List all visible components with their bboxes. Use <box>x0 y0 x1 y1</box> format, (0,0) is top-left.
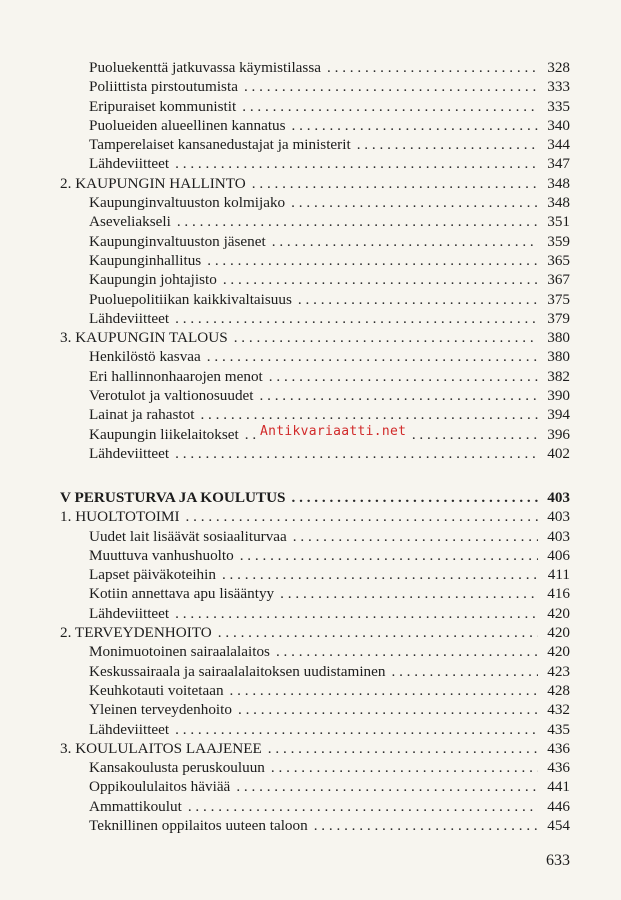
toc-entry-title: Eri hallinnonhaarojen menot <box>89 367 263 385</box>
toc-entry-title: Aseveliakseli <box>89 213 171 231</box>
toc-entry-title: Oppikoululaitos häviää <box>89 778 231 796</box>
toc-entry-page: 420 <box>547 624 570 642</box>
toc-entry-title: Kaupunginhallitus <box>89 251 202 269</box>
toc-chapter-entry <box>60 623 570 642</box>
toc-entry-page: 403 <box>547 489 570 506</box>
leader-dots <box>175 444 538 463</box>
toc-entry <box>60 97 570 116</box>
watermark-text: Antikvariaatti.net <box>260 424 407 439</box>
leader-dots <box>175 309 538 328</box>
toc-entry-title: Lapset päiväkoteihin <box>89 566 216 584</box>
toc-chapter-entry <box>60 328 570 347</box>
toc-entry-title: Eripuraiset kommunistit <box>89 97 237 115</box>
toc-entry <box>60 565 570 584</box>
toc-entry-page: 348 <box>547 194 570 212</box>
toc-entry <box>60 527 570 546</box>
toc-entry-page: 367 <box>547 271 570 289</box>
toc-entry-title: 2. TERVEYDENHOITO <box>60 624 212 642</box>
leader-dots <box>236 777 538 796</box>
toc-entry <box>60 367 570 386</box>
toc-entry-title: Kaupungin liikelaitokset <box>89 425 239 443</box>
leader-dots <box>291 193 538 212</box>
toc-entry <box>60 77 570 96</box>
page-number: 633 <box>546 852 570 869</box>
toc-entry <box>60 135 570 154</box>
toc-entry-title: Lähdeviitteet <box>89 444 170 462</box>
toc-entry <box>60 309 570 328</box>
leader-dots <box>272 232 538 251</box>
leader-dots <box>244 77 538 96</box>
leader-dots <box>188 797 538 816</box>
toc-entry-page: 420 <box>547 604 570 622</box>
toc-entry-page: 416 <box>547 585 570 603</box>
toc-entry-title: Kaupungin johtajisto <box>89 271 217 289</box>
toc-entry-page: 428 <box>547 681 570 699</box>
toc-entry-page: 390 <box>547 387 570 405</box>
toc-entry <box>60 193 570 212</box>
toc-entry-page: 446 <box>547 797 570 815</box>
leader-dots <box>230 681 538 700</box>
leader-dots <box>186 507 538 526</box>
toc-entry-title: Lainat ja rahastot <box>89 406 195 424</box>
toc-entry <box>60 584 570 603</box>
toc-entry <box>60 642 570 661</box>
toc-entry-page: 382 <box>547 367 570 385</box>
leader-dots <box>314 816 538 835</box>
toc-entry-title: Teknillinen oppilaitos uuteen taloon <box>89 817 308 835</box>
toc-entry-title: Keuhkotauti voitetaan <box>89 681 224 699</box>
leader-dots <box>177 212 538 231</box>
toc-entry-title: Kaupunginvaltuuston kolmijako <box>89 194 286 212</box>
toc-entry-title: Ammattikoulut <box>89 797 182 815</box>
toc-entry-page: 436 <box>547 739 570 757</box>
leader-dots <box>357 135 538 154</box>
toc-entry-title: Puoluekenttä jatkuvassa käymistilassa <box>89 59 321 76</box>
toc-entry-title: Uudet lait lisäävät sosiaaliturvaa <box>89 527 287 545</box>
toc-entry-title: Kansakoulusta peruskouluun <box>89 759 265 777</box>
toc-entry-page: 328 <box>547 59 570 76</box>
leader-dots <box>268 739 538 758</box>
toc-entry-page: 396 <box>547 425 570 443</box>
toc-entry <box>60 758 570 777</box>
toc-entry-page: 359 <box>547 232 570 250</box>
toc-entry-title: Lähdeviitteet <box>89 309 170 327</box>
toc-part-heading <box>60 488 570 507</box>
leader-dots <box>240 546 538 565</box>
leader-dots <box>175 154 538 173</box>
toc-entry-page: 379 <box>547 309 570 327</box>
leader-dots <box>292 116 538 135</box>
toc-entry <box>60 386 570 405</box>
toc-entry <box>60 700 570 719</box>
toc-entry-page: 380 <box>547 329 570 347</box>
toc-entry <box>60 720 570 739</box>
toc-entry-title: 3. KAUPUNGIN TALOUS <box>60 329 228 347</box>
leader-dots <box>269 367 538 386</box>
toc-entry-title: 3. KOULULAITOS LAAJENEE <box>60 739 262 757</box>
toc-entry-title: Verotulot ja valtionosuudet <box>89 387 254 405</box>
toc-entry-title: Lähdeviitteet <box>89 720 170 738</box>
leader-dots <box>292 488 538 507</box>
toc-entry-title: V PERUSTURVA JA KOULUTUS <box>60 489 286 506</box>
toc-entry-page: 403 <box>547 527 570 545</box>
leader-dots <box>175 720 538 739</box>
toc-entry-page: 435 <box>547 720 570 738</box>
leader-dots <box>222 565 538 584</box>
toc-entry-title: Keskussairaala ja sairaalalaitoksen uudistaminen <box>89 662 386 680</box>
toc-entry-page: 375 <box>547 290 570 308</box>
toc-entry-title: 1. HUOLTOTOIMI <box>60 508 180 526</box>
leader-dots <box>200 405 538 424</box>
toc-entry-title: Kotiin annettava apu lisääntyy <box>89 585 275 603</box>
toc-entry <box>60 777 570 796</box>
leader-dots <box>293 527 538 546</box>
toc-section-1 <box>60 58 570 463</box>
toc-entry <box>60 232 570 251</box>
toc-entry-page: 394 <box>547 406 570 424</box>
toc-entry-title: Puoluepolitiikan kaikkivaltaisuus <box>89 290 292 308</box>
toc-entry-page: 402 <box>547 444 570 462</box>
toc-entry <box>60 662 570 681</box>
toc-entry-page: 403 <box>547 508 570 526</box>
toc-entry <box>60 347 570 366</box>
leader-dots <box>391 662 538 681</box>
toc-entry-page: 340 <box>547 116 570 134</box>
toc-entry-page: 454 <box>547 817 570 835</box>
toc-entry <box>60 797 570 816</box>
toc-entry <box>60 212 570 231</box>
leader-dots <box>207 251 538 270</box>
toc-entry-page: 441 <box>547 778 570 796</box>
toc-entry <box>60 816 570 835</box>
leader-dots <box>260 386 538 405</box>
leader-dots <box>252 174 538 193</box>
toc-entry-title: Lähdeviitteet <box>89 604 170 622</box>
leader-dots <box>218 623 538 642</box>
toc-entry <box>60 251 570 270</box>
toc-entry-page: 335 <box>547 97 570 115</box>
toc-entry <box>60 116 570 135</box>
toc-entry-page: 348 <box>547 174 570 192</box>
toc-entry <box>60 444 570 463</box>
toc-entry <box>60 290 570 309</box>
toc-section-2 <box>60 488 570 835</box>
leader-dots <box>242 97 538 116</box>
toc-entry-title: 2. KAUPUNGIN HALLINTO <box>60 174 246 192</box>
leader-dots <box>280 584 538 603</box>
toc-entry <box>60 681 570 700</box>
leader-dots <box>327 58 538 77</box>
toc-entry-page: 436 <box>547 759 570 777</box>
toc-entry-page: 333 <box>547 78 570 96</box>
leader-dots <box>238 700 538 719</box>
toc-entry-title: Yleinen terveydenhoito <box>89 701 232 719</box>
toc-entry-title: Monimuotoinen sairaalalaitos <box>89 643 270 661</box>
leader-dots <box>223 270 538 289</box>
toc-entry-title: Tamperelaiset kansanedustajat ja ministerit <box>89 136 351 154</box>
toc-chapter-entry <box>60 507 570 526</box>
toc-entry-page: 365 <box>547 251 570 269</box>
toc-entry <box>60 58 570 77</box>
toc-entry-title: Muuttuva vanhushuolto <box>89 546 234 564</box>
toc-chapter-entry <box>60 174 570 193</box>
toc-entry-page: 380 <box>547 348 570 366</box>
toc-entry-title: Poliittista pirstoutumista <box>89 78 238 96</box>
toc-entry-page: 406 <box>547 546 570 564</box>
toc-entry-title: Lähdeviitteet <box>89 155 170 173</box>
toc-entry-page: 344 <box>547 136 570 154</box>
leader-dots <box>234 328 538 347</box>
toc-entry <box>60 546 570 565</box>
toc-entry-title: Kaupunginvaltuuston jäsenet <box>89 232 266 250</box>
toc-entry <box>60 270 570 289</box>
toc-chapter-entry <box>60 739 570 758</box>
toc-entry <box>60 154 570 173</box>
leader-dots <box>207 347 538 366</box>
toc-entry-page: 420 <box>547 643 570 661</box>
toc-entry-title: Henkilöstö kasvaa <box>89 348 201 366</box>
toc-entry-page: 432 <box>547 701 570 719</box>
leader-dots <box>175 604 538 623</box>
toc-entry-page: 411 <box>547 566 570 584</box>
leader-dots <box>276 642 538 661</box>
toc-entry-page: 347 <box>547 155 570 173</box>
toc-entry-page: 351 <box>547 213 570 231</box>
toc-entry <box>60 405 570 424</box>
toc-entry <box>60 604 570 623</box>
leader-dots <box>298 290 538 309</box>
toc-entry-title: Puolueiden alueellinen kannatus <box>89 116 286 134</box>
toc-entry-page: 423 <box>547 662 570 680</box>
leader-dots <box>271 758 538 777</box>
